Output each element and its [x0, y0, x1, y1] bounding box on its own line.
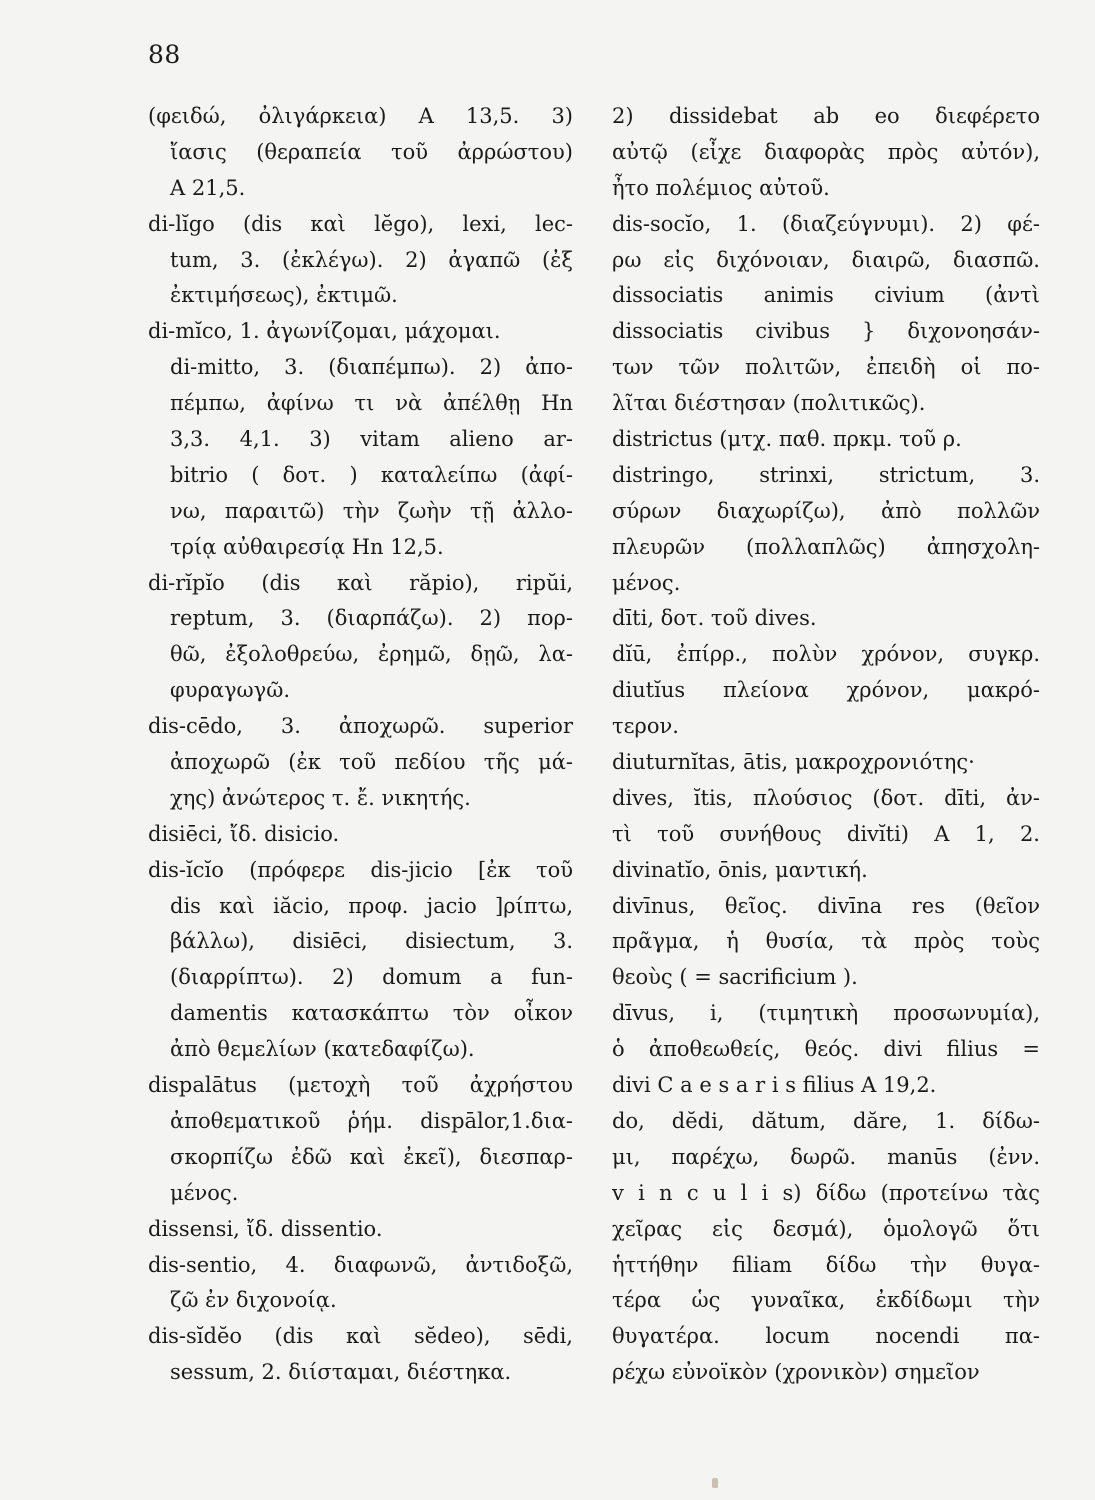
text-line: dīti, δοτ. τοῦ dives. [612, 606, 817, 631]
text-line: λῖται διέστησαν (πολιτικῶς). [612, 391, 926, 416]
text-line: αὐτῷ (εἶχε διαφορὰς πρὸς αὐτόν), [612, 139, 1040, 164]
text-line: di-mitto, 3. (διαπέμπω). 2) ἀπο- [170, 355, 573, 380]
text-line: dīvus, i, (τιμητικὴ προσωνυμία), [612, 1001, 1040, 1026]
left-column [148, 99, 573, 1391]
text-line: πλευρῶν (πολλαπλῶς) ἀπησχολη- [612, 534, 1040, 559]
text-line: dis-socĭo, 1. (διαζεύγνυμι). 2) φέ- [612, 211, 1040, 236]
text-line: dispalātus (μετοχὴ τοῦ ἀχρήστου [148, 1073, 573, 1098]
text-line: ρω εἰς διχόνοιαν, διαιρῶ, διασπῶ. [612, 247, 1040, 272]
text-line: dis-sentio, 4. διαφωνῶ, ἀντιδοξῶ, [148, 1252, 573, 1277]
text-line: Α 21,5. [170, 175, 246, 200]
text-line: dissociatis animis civium (ἀντὶ [612, 283, 1040, 308]
text-line: ἀποχωρῶ (ἐκ τοῦ πεδίου τῆς μά- [170, 750, 573, 775]
text-line: θυγατέρα. locum nocendi πα- [612, 1324, 1040, 1349]
text-line: distringo, strinxi, strictum, 3. [612, 462, 1040, 487]
text-line: θῶ, ἐξολοθρεύω, ἐρημῶ, δῃῶ, λα- [170, 642, 573, 667]
right-column [612, 99, 1040, 1391]
text-line: σύρων διαχωρίζω), ἀπὸ πολλῶν [612, 498, 1040, 523]
text-line: dives, ĭtis, πλούσιος (δοτ. dīti, ἀν- [612, 785, 1040, 810]
text-line: dissociatis civibus } διχονοησάν- [612, 319, 1040, 344]
text-line: ἐκτιμήσεως), ἐκτιμῶ. [170, 283, 398, 308]
text-line: (διαρρίπτω). 2) domum a fun- [170, 965, 573, 990]
text-line: φυραγωγῶ. [170, 678, 291, 703]
text-line: θεοὺς ( = sacrificium ). [612, 965, 858, 990]
text-line: v i n c u l i s) δίδω (προτείνω τὰς [612, 1180, 1040, 1205]
text-line: πρᾶγμα, ἡ θυσία, τὰ πρὸς τοὺς [612, 929, 1040, 954]
text-line: divinatĭo, ōnis, μαντική. [612, 857, 868, 882]
text-line: dis-ĭcĭo (πρόφερε dis-jicio [ἐκ τοῦ [148, 857, 573, 882]
text-line: diutĭus πλείονα χρόνον, μακρό- [612, 678, 1040, 703]
text-line: di-rĭpĭo (dis καὶ răpio), ripŭi, [148, 570, 573, 595]
text-line: ζῶ ἐν διχονοίᾳ. [170, 1288, 337, 1313]
text-line: divi C a e s a r i s filius Α 19,2. [612, 1073, 937, 1098]
text-line: τὶ τοῦ συνήθους divĭti) Α 1, 2. [612, 821, 1040, 846]
text-line: τερον. [612, 714, 679, 739]
text-line: μένος. [170, 1180, 239, 1205]
text-line: των τῶν πολιτῶν, ἐπειδὴ οἱ πο- [612, 355, 1040, 380]
text-line: dis-sĭdĕo (dis καὶ sĕdeo), sēdi, [148, 1324, 573, 1349]
text-line: χης) ἀνώτερος τ. ἔ. νικητής. [170, 785, 471, 810]
page-number: 88 [148, 40, 181, 69]
text-line: do, dĕdi, dătum, dăre, 1. δίδω- [612, 1108, 1040, 1133]
text-line: 2) dissidebat ab eo διεφέρετο [612, 104, 1040, 128]
text-line: reptum, 3. (διαρπάζω). 2) πορ- [170, 606, 573, 631]
text-line: 3,3. 4,1. 3) vitam alieno ar- [170, 427, 573, 452]
text-line: disiēci, ἴδ. disicio. [148, 821, 340, 846]
text-line: πέμπω, ἀφίνω τι νὰ ἀπέλθῃ Ηn [170, 391, 573, 416]
ink-speck [712, 1478, 718, 1488]
text-line: damentis κατασκάπτω τὸν οἶκον [170, 1001, 573, 1026]
text-line: tum, 3. (ἐκλέγω). 2) ἀγαπῶ (ἐξ [170, 247, 573, 272]
text-line: di-lĭgo (dis καὶ lĕgo), lexi, lec- [148, 211, 573, 236]
text-line: dĭū, ἐπίρρ., πολὺν χρόνον, συγκρ. [612, 642, 1040, 667]
text-line: μι, παρέχω, δωρῶ. manūs (ἐνν. [612, 1144, 1040, 1169]
text-line: ἀποθεματικοῦ ῥήμ. dispālor,1.δια- [170, 1108, 573, 1133]
text-line: ἡττήθην filiam δίδω τὴν θυγα- [612, 1252, 1040, 1277]
text-line: τρίᾳ αὐθαιρεσίᾳ Ηn 12,5. [170, 534, 444, 559]
text-line: bitrio ( δοτ. ) καταλείπω (ἀφί- [170, 462, 573, 487]
text-line: βάλλω), disiēci, disiectum, 3. [170, 929, 573, 954]
text-line: ἀπὸ θεμελίων (κατεδαφίζω). [170, 1037, 475, 1062]
text-line: diuturnĭtas, ātis, μακροχρονιότης· [612, 750, 975, 775]
text-line: sessum, 2. διίσταμαι, διέστηκα. [170, 1360, 512, 1385]
text-line: μένος. [612, 570, 681, 595]
text-line: dis-cēdo, 3. ἀποχωρῶ. superior [148, 714, 573, 739]
text-line: σκορπίζω ἐδῶ καὶ ἐκεῖ), διεσπαρ- [170, 1144, 573, 1169]
text-line: ὁ ἀποθεωθείς, θεός. divi filius = [612, 1037, 1040, 1062]
text-line: districtus (μτχ. παθ. πρκμ. τοῦ ρ. [612, 427, 962, 452]
text-line: dissensi, ἴδ. dissentio. [148, 1216, 383, 1241]
text-line: ρέχω εὐνοϊκὸν (χρονικὸν) σημεῖον [612, 1360, 980, 1385]
text-line: ἦτο πολέμιος αὐτοῦ. [612, 175, 830, 200]
text-line: di-mĭco, 1. ἀγωνίζομαι, μάχομαι. [148, 319, 501, 344]
text-line: dis καὶ iăcio, προφ. jacio ]ρίπτω, [170, 893, 573, 918]
text-line: τέρα ὡς γυναῖκα, ἐκδίδωμι τὴν [612, 1288, 1040, 1313]
text-line: (φειδώ, ὀλιγάρκεια) Α 13,5. 3) [148, 104, 573, 128]
text-line: divīnus, θεῖος. divīna res (θεῖον [612, 893, 1040, 918]
text-line: ἴασις (θεραπεία τοῦ ἀρρώστου) [170, 139, 573, 164]
text-line: νω, παραιτῶ) τὴν ζωὴν τῇ ἀλλο- [170, 498, 573, 523]
text-line: χεῖρας εἰς δεσμά), ὁμολογῶ ὅτι [612, 1216, 1040, 1241]
